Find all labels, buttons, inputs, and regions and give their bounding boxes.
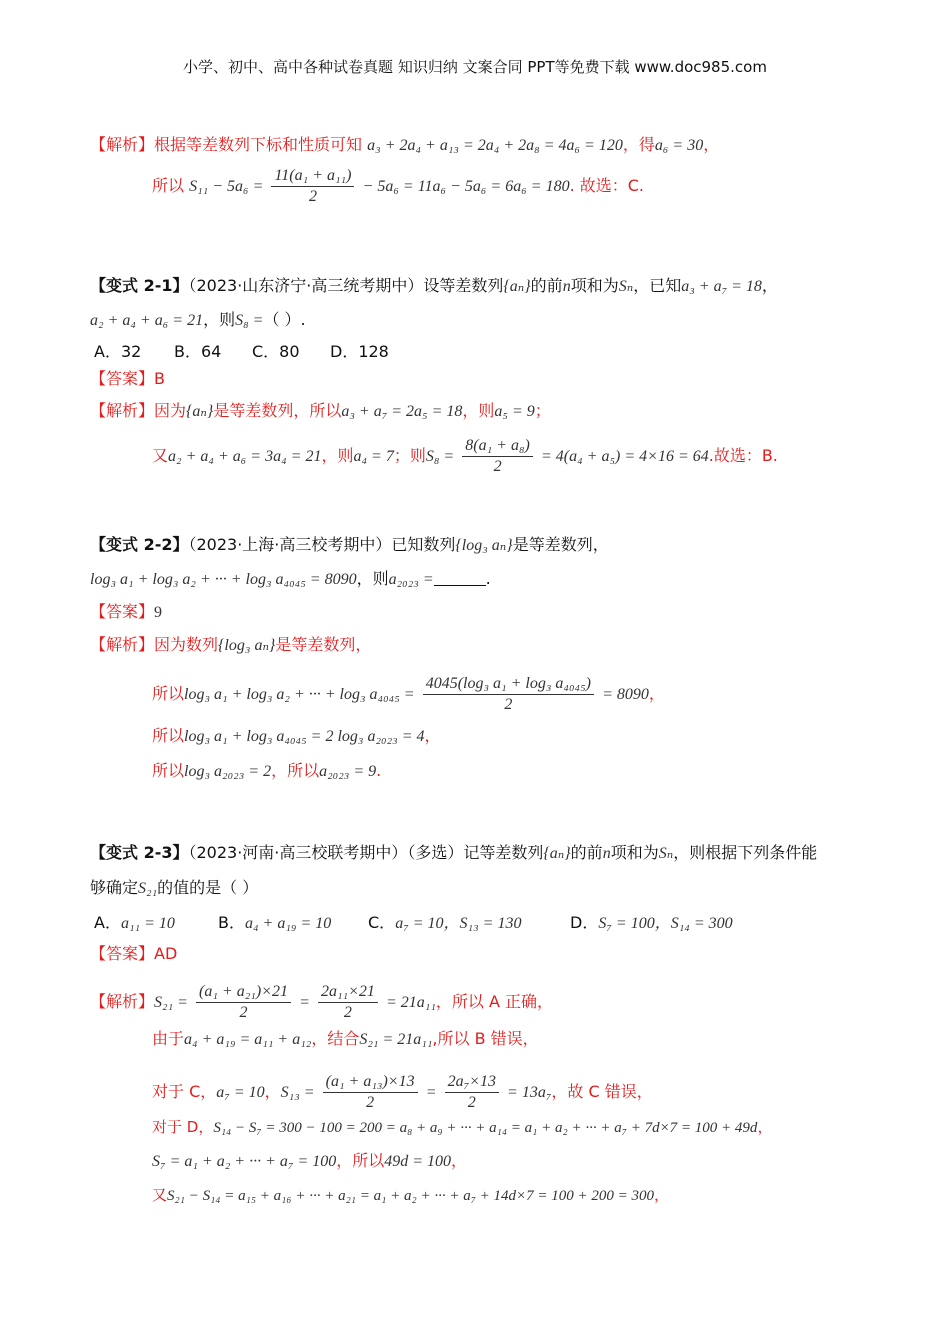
- text: 因为数列: [154, 635, 219, 654]
- fraction: [445, 1072, 499, 1113]
- variant-tag: 【变式 2-3】: [90, 843, 189, 862]
- v22-solution-line1: [90, 634, 371, 657]
- option-c: C．80: [252, 342, 300, 361]
- v22-solution-line3: [152, 725, 441, 748]
- text: 项和为: [610, 843, 659, 862]
- option-c-label: C．: [368, 913, 396, 932]
- text: 的值的是（ ）: [157, 878, 259, 897]
- math: Sₙ: [658, 845, 674, 862]
- math: log₃ a₂₀₂₃ = 2: [184, 763, 272, 780]
- answer-value: AD: [154, 944, 178, 963]
- text: 所以: [152, 176, 185, 195]
- math: S₂₁ − S₁₄ = a₁₅ + a₁₆ + ··· + a₂₁ = a₁ + a₂ + ··· + a₇ + 14d×7 = 100 + 200 = 300: [167, 1188, 655, 1204]
- text: 对于 C，: [152, 1082, 217, 1101]
- text: ，: [264, 1082, 281, 1101]
- text: 由于: [152, 1029, 185, 1048]
- v22-question-line1: [90, 534, 609, 557]
- v23-options: [94, 912, 733, 935]
- math: a₅ = 9: [494, 403, 535, 420]
- math: a₄ + a₁₉ = a₁₁ + a₁₂: [184, 1031, 312, 1048]
- text: 的前: [530, 276, 563, 295]
- text: ，: [757, 1118, 773, 1136]
- v21-question-line2: [90, 309, 306, 332]
- text: ，: [654, 1186, 670, 1204]
- text: ，则: [321, 446, 354, 465]
- math: a₃ + a₇ = 18: [681, 278, 762, 295]
- text: ，则根据下列条件能: [673, 843, 818, 862]
- text: 是等差数列，: [275, 635, 372, 654]
- fraction: [271, 166, 354, 207]
- fraction-numerator: 2a₁₁×21: [318, 982, 378, 1003]
- block1-line2: [152, 166, 644, 207]
- math: n: [562, 278, 571, 295]
- text: 是等差数列，所以: [213, 401, 342, 420]
- variant-tag: 【变式 2-1】: [90, 276, 189, 295]
- math: − 5a₆ = 11a₆ − 5a₆ = 6a₆ = 180: [362, 178, 570, 195]
- v21-solution-line2: [152, 436, 778, 477]
- text: ；: [534, 401, 551, 420]
- fraction-numerator: (a₁ + a₂₁)×21: [196, 982, 291, 1003]
- answer-tag: 【答案】: [90, 602, 155, 621]
- math: = 21a₁₁: [385, 994, 436, 1011]
- math: a₆ = 30: [654, 137, 704, 154]
- text: 所以: [152, 726, 185, 745]
- fraction-denominator: 2: [467, 1094, 476, 1111]
- math: = 4(a₄ + a₅) = 4×16 = 64: [540, 448, 709, 465]
- text: ，: [703, 135, 720, 154]
- math: S₂₁: [138, 880, 158, 897]
- math: a₄ = 7: [353, 448, 394, 465]
- v22-answer: [90, 601, 162, 624]
- v23-solution-line4: [152, 1116, 772, 1139]
- text: 又: [152, 1186, 168, 1204]
- text: ，: [648, 684, 665, 703]
- math: S₈ =: [425, 448, 455, 465]
- v21-question-line1: [90, 275, 778, 298]
- v23-solution-line2: [152, 1028, 539, 1051]
- v22-question-line2: [90, 568, 491, 591]
- math: log₃ a₁ + log₃ a₄₀₄₅ = 2 log₃ a₂₀₂₃ = 4: [184, 728, 425, 745]
- option-a-label: A．: [94, 913, 121, 932]
- math: S₁₄ − S₇ = 300 − 100 = 200 = a₈ + a₉ + ··· + a₁₄ = a₁ + a₂ + ··· + a₇ + 7d×7 = 100 + 49d: [213, 1120, 758, 1136]
- fraction-denominator: 2: [343, 1004, 352, 1021]
- text: ；则: [393, 446, 426, 465]
- text: 所以: [152, 684, 185, 703]
- text: 是等差数列，: [512, 535, 609, 554]
- option-b: B．64: [174, 342, 222, 361]
- text: ，: [451, 1151, 468, 1170]
- v22-solution-line2: [152, 674, 665, 715]
- option-d-label: D．: [570, 913, 599, 932]
- option-c: a₇ = 10，S₁₃ = 130: [395, 915, 522, 932]
- text: （2023·河南·高三校联考期中）（多选）记等差数列: [188, 843, 544, 862]
- math: 49d = 100: [384, 1153, 452, 1170]
- text: ，结合: [311, 1029, 360, 1048]
- math: a₂₀₂₃ =: [388, 571, 434, 588]
- math: S₇ = a₁ + a₂ + ··· + a₇ = 100: [152, 1153, 337, 1170]
- fraction-denominator: 2: [308, 188, 317, 205]
- text: . 故选：C.: [569, 176, 645, 195]
- text: .故选：B.: [708, 446, 778, 465]
- text: ，得: [622, 135, 655, 154]
- answer-value: 9: [154, 604, 163, 621]
- math: Sₙ: [618, 278, 634, 295]
- text: ，所以: [271, 761, 320, 780]
- fraction-denominator: 2: [239, 1004, 248, 1021]
- v21-answer: [90, 368, 165, 390]
- v21-solution-line1: [90, 400, 551, 423]
- fraction-numerator: 4045(log₃ a₁ + log₃ a₄₀₄₅): [423, 674, 594, 695]
- v23-solution-line6: [152, 1184, 669, 1207]
- text: .: [376, 761, 382, 780]
- analysis-tag: 【解析】: [90, 135, 155, 154]
- math: a₇ = 10: [216, 1084, 265, 1101]
- math: S₂₁ =: [154, 994, 188, 1011]
- answer-tag: 【答案】: [90, 944, 155, 963]
- text: ，故 C 错误，: [551, 1082, 653, 1101]
- block1-line1: [90, 134, 719, 157]
- fraction-numerator: 8(a₁ + a₈): [462, 436, 533, 457]
- v23-solution-line3: [152, 1072, 653, 1113]
- analysis-tag: 【解析】: [90, 992, 155, 1011]
- fraction: [323, 1072, 418, 1113]
- text: ，则: [462, 401, 495, 420]
- math: S₈ =: [235, 312, 264, 329]
- v23-solution-line5: [152, 1150, 467, 1173]
- answer-value: B: [154, 369, 165, 388]
- v23-solution-line1: [90, 982, 553, 1023]
- text: ，所以: [336, 1151, 385, 1170]
- text: （ ）.: [263, 310, 306, 329]
- math: S₁₁ − 5a₆ =: [189, 178, 264, 195]
- math: S₂₁ = 21a₁₁: [359, 1031, 433, 1048]
- math: = 8090: [602, 686, 649, 703]
- fraction-denominator: 2: [504, 696, 513, 713]
- text: 又: [152, 446, 169, 465]
- analysis-tag: 【解析】: [90, 401, 155, 420]
- text: 所以: [152, 761, 185, 780]
- math: = 13a₇: [507, 1084, 552, 1101]
- fraction: [423, 674, 594, 715]
- v23-question-line2: [90, 877, 258, 900]
- math: a₃ + 2a₄ + a₁₃ = 2a₄ + 2a₈ = 4a₆ = 120: [367, 137, 623, 154]
- text: ，则: [356, 569, 389, 588]
- math: {aₙ}: [186, 403, 214, 420]
- text: ，所以 A 正确，: [435, 992, 554, 1011]
- option-b: a₄ + a₁₉ = 10: [244, 915, 332, 932]
- text: 因为: [154, 401, 187, 420]
- text: ，: [424, 726, 441, 745]
- answer-blank: [434, 571, 486, 586]
- math: a₂₀₂₃ = 9: [319, 763, 377, 780]
- math: a₃ + a₇ = 2a₅ = 18: [341, 403, 463, 420]
- option-b-label: B．: [218, 913, 245, 932]
- math: {aₙ}: [543, 845, 571, 862]
- v23-answer: [90, 943, 177, 965]
- analysis-tag: 【解析】: [90, 635, 155, 654]
- option-d: D．128: [330, 342, 389, 361]
- text: （2023·山东济宁·高三统考期中）设等差数列: [188, 276, 504, 295]
- fraction-denominator: 2: [366, 1094, 375, 1111]
- text: 够确定: [90, 878, 139, 897]
- option-a: a₁₁ = 10: [120, 915, 175, 932]
- text: .: [485, 569, 491, 588]
- math: n: [602, 845, 611, 862]
- option-a: A．32: [94, 342, 142, 361]
- fraction: [462, 436, 533, 477]
- math: log₃ a₁ + log₃ a₂ + ··· + log₃ a₄₀₄₅ =: [184, 686, 415, 703]
- text: ,所以 B 错误，: [432, 1029, 539, 1048]
- answer-tag: 【答案】: [90, 369, 155, 388]
- fraction-numerator: 2a₇×13: [445, 1072, 499, 1093]
- fraction-numerator: (a₁ + a₁₃)×13: [323, 1072, 418, 1093]
- math: a₂ + a₄ + a₆ = 3a₄ = 21: [168, 448, 322, 465]
- math: {log₃ aₙ}: [455, 537, 513, 554]
- v22-solution-line4: [152, 760, 381, 783]
- text: ，已知: [633, 276, 682, 295]
- variant-tag: 【变式 2-2】: [90, 535, 189, 554]
- text: （2023·上海·高三校考期中）已知数列: [188, 535, 456, 554]
- option-d: S₇ = 100，S₁₄ = 300: [598, 915, 733, 932]
- text: ，则: [203, 310, 236, 329]
- text: 的前: [570, 843, 603, 862]
- fraction-numerator: 11(a₁ + a₁₁): [271, 166, 354, 187]
- text: 根据等差数列下标和性质可知: [154, 135, 363, 154]
- page-header: 小学、初中、高中各种试卷真题 知识归纳 文案合同 PPT等免费下载 www.doc985.com: [183, 58, 767, 76]
- math: log₃ a₁ + log₃ a₂ + ··· + log₃ a₄₀₄₅ = 8090: [90, 571, 357, 588]
- fraction: [318, 982, 378, 1023]
- fraction-denominator: 2: [493, 458, 502, 475]
- math: =: [425, 1084, 437, 1101]
- text: 对于 D，: [152, 1118, 214, 1136]
- math: {log₃ aₙ}: [218, 637, 276, 654]
- v23-question-line1: [90, 842, 817, 865]
- math: =: [299, 994, 310, 1011]
- text: 项和为: [570, 276, 619, 295]
- math: {aₙ}: [503, 278, 531, 295]
- text: ，: [761, 276, 778, 295]
- fraction: [196, 982, 291, 1023]
- math: S₁₃ =: [280, 1084, 315, 1101]
- math: a₂ + a₄ + a₆ = 21: [90, 312, 204, 329]
- v21-options: [94, 341, 389, 363]
